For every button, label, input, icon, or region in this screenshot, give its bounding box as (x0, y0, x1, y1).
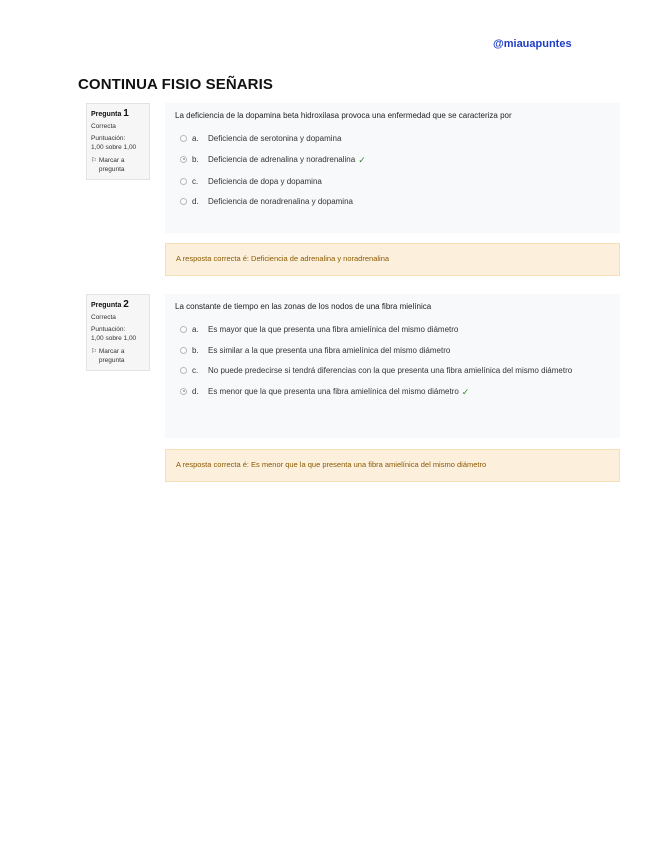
option-text: Deficiencia de dopa y dopamina (208, 176, 322, 186)
answer-option[interactable] (175, 345, 610, 357)
radio-button-selected[interactable] (180, 156, 187, 163)
option-letter: a. (192, 325, 199, 334)
score-label: Puntuación: (91, 135, 126, 143)
option-text: Deficiencia de noradrenalina y dopamina (208, 197, 353, 207)
question-number-value: 1 (123, 108, 129, 119)
checkmark-icon: ✓ (461, 386, 470, 397)
radio-button[interactable] (180, 326, 187, 333)
option-text: Deficiencia de serotonina y dopamina (208, 134, 342, 143)
answer-list (175, 133, 610, 208)
question-score (91, 326, 145, 344)
radio-button[interactable] (180, 198, 187, 205)
flag-question-link[interactable] (91, 348, 145, 366)
radio-button[interactable] (180, 135, 187, 142)
option-letter: d. (192, 386, 199, 396)
answer-option[interactable] (175, 133, 610, 145)
question-number-value: 2 (123, 299, 129, 310)
option-text: Es mayor que la que presenta una fibra amielínica del mismo diámetro (208, 325, 459, 334)
option-letter: c. (192, 176, 199, 186)
radio-button[interactable] (180, 367, 187, 374)
flag-question-link[interactable] (91, 157, 145, 175)
option-text: No puede predecirse si tendrá diferencias con la que presenta una fibra amielínica del mismo diámetro (208, 366, 573, 376)
score-label: Puntuación: (91, 326, 126, 334)
radio-button[interactable] (180, 178, 187, 185)
radio-button[interactable] (180, 347, 187, 354)
question-number (91, 298, 145, 312)
answer-option[interactable] (175, 196, 610, 208)
answer-option[interactable] (175, 386, 610, 399)
question-info-panel (86, 294, 150, 371)
option-letter: a. (192, 134, 199, 143)
option-letter: d. (192, 197, 199, 207)
flag-icon: ⚐ (91, 156, 97, 164)
question-content (165, 103, 620, 233)
question-text: La constante de tiempo en las zonas de los nodos de una fibra mielínica (175, 302, 432, 311)
question-text: La deficiencia de la dopamina beta hidroxilasa provoca una enfermedad que se caracteriza por (175, 111, 512, 120)
flag-label: Marcar a pregunta (98, 156, 125, 173)
option-text: Es similar a la que presenta una fibra amielínica del mismo diámetro (208, 345, 451, 355)
radio-button-selected[interactable] (180, 388, 187, 395)
option-letter: c. (192, 366, 199, 376)
answer-option[interactable] (175, 365, 610, 377)
question-label: Pregunta (91, 111, 122, 118)
question-label: Pregunta (91, 302, 122, 309)
option-letter: b. (192, 154, 199, 164)
question-score (91, 135, 145, 153)
flag-icon: ⚐ (91, 347, 97, 355)
question-state: Correcta (91, 122, 116, 130)
correct-answer-feedback: A resposta correcta é: Es menor que la que presenta una fibra amielínica del mismo diámetro (165, 449, 620, 482)
answer-option[interactable] (175, 154, 610, 167)
question-number (91, 107, 145, 121)
score-value: 1,00 sobre 1,00 (91, 335, 137, 343)
author-handle: @miauapuntes (493, 38, 572, 50)
checkmark-icon: ✓ (358, 154, 366, 165)
flag-label: Marcar a pregunta (98, 347, 125, 364)
score-value: 1,00 sobre 1,00 (91, 144, 137, 152)
option-text: Es menor que la que presenta una fibra amielínica del mismo diámetro (208, 386, 459, 396)
answer-option[interactable] (175, 176, 610, 188)
page-title: CONTINUA FISIO SEÑARIS (78, 76, 273, 93)
answer-list (175, 324, 610, 399)
question-state: Correcta (91, 313, 116, 321)
option-letter: b. (192, 345, 199, 355)
question-info-panel (86, 103, 150, 180)
answer-option[interactable] (175, 324, 610, 336)
option-text: Deficiencia de adrenalina y noradrenalina (208, 154, 356, 164)
question-content (165, 294, 620, 438)
correct-answer-feedback: A resposta correcta é: Deficiencia de adrenalina y noradrenalina (165, 243, 620, 276)
